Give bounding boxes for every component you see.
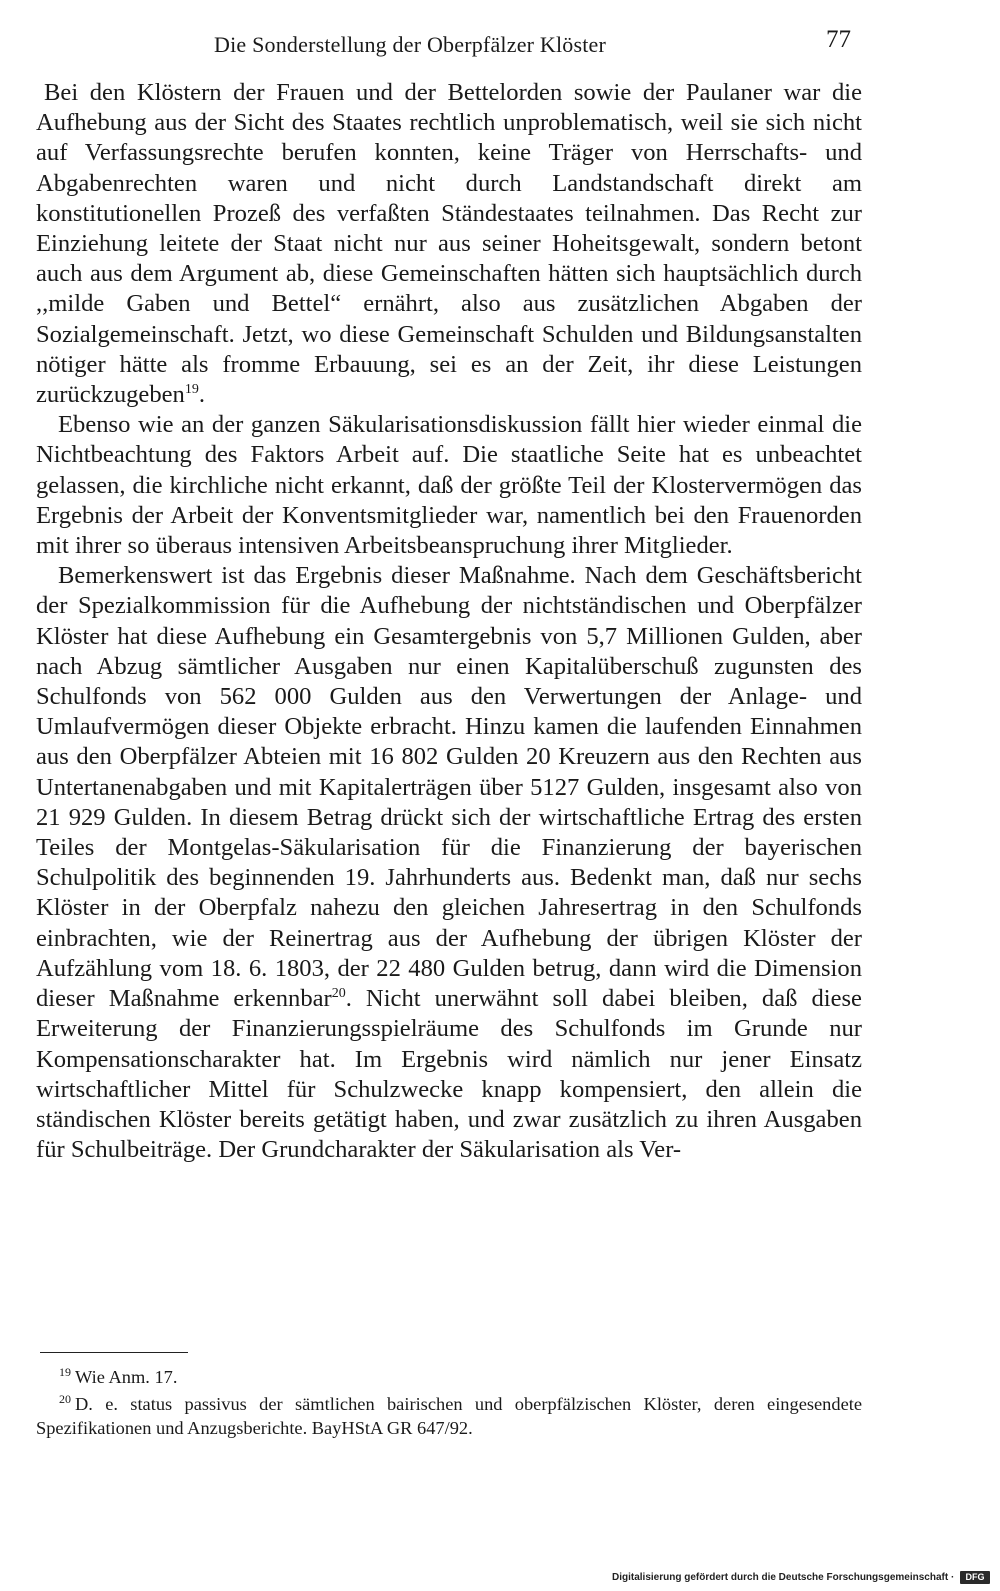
footnote-20 [36, 1392, 862, 1440]
page-number: 77 [826, 26, 851, 53]
running-title: Die Sonderstellung der Oberpfälzer Klöster [214, 32, 607, 57]
footnotes [36, 1365, 862, 1443]
footnote-19-mark: 19 [59, 1364, 71, 1379]
paragraph-1-tail: . [198, 381, 206, 409]
dfg-logo: DFG [960, 1571, 990, 1584]
paragraph-2-text: Ebenso wie an der ganzen Säkularisationsdiskussion fällt hier wieder einmal die Nichtbeachtung des Faktors Arbeit auf. Die staatliche Seite hat es unbeachtet gelassen, die kirchliche nicht erkannt, daß der größte Teil der Klostervermögen das Ergebnis der Arbeit der Konventsmitglieder war, namentlich bei den Frauenorden mit ihrer so überaus intensiven Arbeitsbeanspruchung ihrer Mitglieder. [36, 411, 862, 560]
footnote-20-mark: 20 [59, 1391, 71, 1406]
footnote-19-text: Wie Anm. 17. [75, 1367, 178, 1387]
paragraph-3-text: Bemerkenswert ist das Ergebnis dieser Maßnahme. Nach dem Geschäftsbericht der Spezialkommission für die Aufhebung der nichtständischen und Oberpfälzer Klöster hat diese Aufhebung ein Gesamtergebnis von 5,7 Millionen Gulden, aber nach Abzug sämtlicher Ausgaben nur einen Kapitalüberschuß zugunsten des Schulfonds von 562 000 Gulden aus den Verwertungen der Anlage- und Umlaufvermögen dieser Objekte erbracht. Hinzu kamen die laufenden Einnahmen aus den Oberpfälzer Abteien mit 16 802 Gulden 20 Kreuzern aus den Rechten aus Untertanenabgaben und mit Kapitalerträgen über 5127 Gulden, insgesamt also von 21 929 Gulden. In diesem Betrag drückt sich der wirtschaftliche Ertrag des ersten Teiles der Montgelas-Säkularisation für die Finanzierung der bayerischen Schulpolitik des beginnenden 19. Jahrhunderts aus. Bedenkt man, daß nur sechs Klöster in der Oberpfalz nahezu den gleichen Jahresertrag in den Schulfonds einbrachten, wie der Reinertrag aus der Aufhebung der übrigen Klöster der Aufzählung vom 18. 6. 1803, der 22 480 Gulden betrug, dann wird die Dimension dieser Maßnahme erkennbar [36, 562, 862, 1013]
paragraph-3 [36, 561, 862, 1165]
paragraph-2 [36, 410, 862, 561]
footnote-ref-19: 19 [184, 381, 199, 397]
footnote-divider [40, 1352, 188, 1353]
digitization-credit: Digitalisierung gefördert durch die Deutsche Forschungsgemeinschaft · [612, 1572, 955, 1583]
body-text [36, 78, 862, 1165]
footnote-19 [36, 1365, 862, 1389]
paragraph-3-tail: . Nicht unerwähnt soll dabei bleiben, daß diese Erweiterung der Finanzierungsspielräume des Schulfonds im Grunde nur Kompensationscharakter hat. Im Ergebnis wird nämlich nur jener Einsatz wirtschaftlicher Mittel für Schulzwecke knapp kompensiert, den allein die ständischen Klöster bereits getätigt haben, und zwar zusätzlich zu ihren Ausgaben für Schulbeiträge. Der Grundcharakter der Säkularisation als Ver- [36, 985, 862, 1164]
paragraph-1 [36, 78, 862, 410]
footnote-20-text: D. e. status passivus der sämtlichen bairischen und oberpfälzischen Klöster, deren eingesendete Spezifikationen und Anzugsberichte. BayHStA GR 647/92. [36, 1394, 862, 1438]
paragraph-1-text: Bei den Klöstern der Frauen und der Bettelorden sowie der Paulaner war die Aufhebung aus der Sicht des Staates rechtlich unproblematisch, weil sie sich nicht auf Verfassungsrechte berufen konnten, keine Träger von Herrschafts- und Abgabenrechten waren und nicht durch Landstandschaft direkt am konstitutionellen Prozeß des verfaßten Ständestaates teilnahmen. Das Recht zur Einziehung leitete der Staat nicht nur aus seiner Hoheitsgewalt, sondern betont auch aus dem Argument ab, diese Gemeinschaften hätten sich hauptsächlich durch ,,milde Gaben und Bettel“ ernährt, also aus zusätzlichen Abgaben der Sozialgemeinschaft. Jetzt, wo diese Gemeinschaft Schulden und Bildungsanstalten nötiger hätte als fromme Erbauung, sei es an der Zeit, ihr diese Leistungen zurückzugeben [36, 79, 862, 409]
footnote-ref-20: 20 [331, 985, 346, 1001]
